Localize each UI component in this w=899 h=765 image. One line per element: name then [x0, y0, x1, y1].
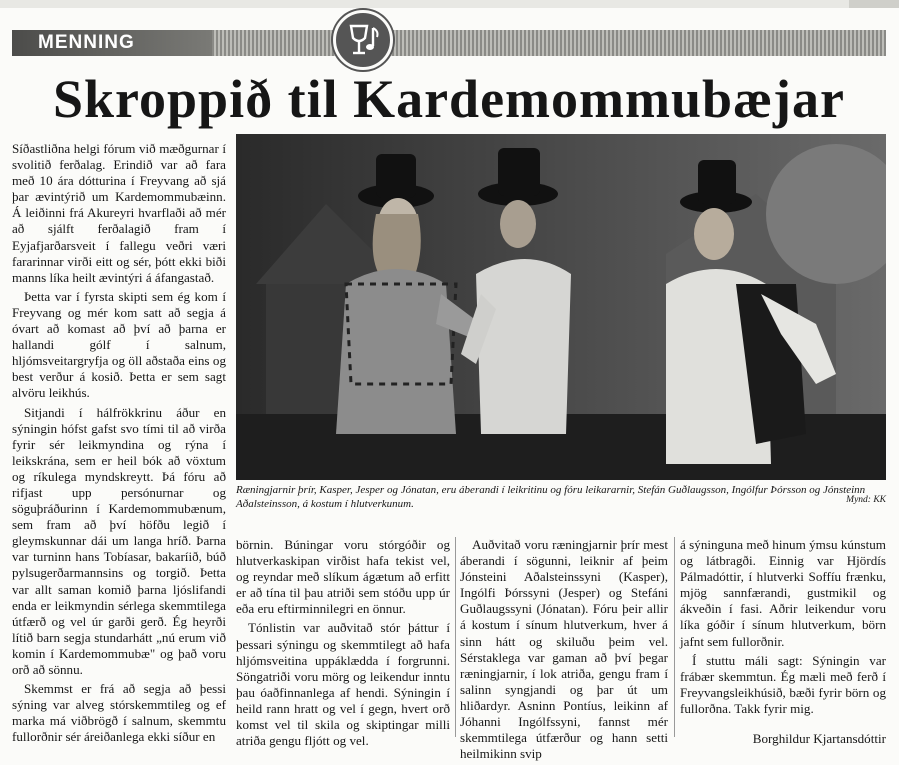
article-column-2	[236, 537, 450, 752]
paragraph: börnin. Búningar voru stórgóðir og hlutverkaskipan virðist hafa tekist vel, og reyndar með slíkum ágætum að erfitt er að tína til þau atriði sem stóðu upp úr eða eru eftirminnilegri en önnur.	[236, 537, 450, 617]
paragraph: Síðastliðna helgi fórum við mæðgurnar í svolitið ferðalag. Erindið var að fara með 10 ára dótturina í Freyvang að sjá þar ævintýrið um Kardemommubæinn. Á leiðinni frá Akureyri hvarflaði að mér að sjálft ferðalagið fram í Eyjafjarðarsveit í fallegu veðri væri fararinnar virði eitt og sér, þótt ekki biði manns líka heilt ævintýri á áfangastað.	[12, 141, 226, 285]
column-divider	[674, 537, 675, 737]
article-column-1	[12, 141, 226, 748]
paragraph: Auðvitað voru ræningjarnir þrír mest áberandi í sögunni, leiknir af þeim Jónsteini Aðalsteinssyni (Kasper), Ingólfi Þórssyni (Jesper) og Stefáni Guðlaugssyni (Jónatan). Fóru þeir allir á kostum í sínum hlutverkum, hver á sinn hátt og skiluðu þeim vel. Sérstaklega var gaman að því þegar ræningjarnir, í lok atriða, gengu fram í salinn syngjandi og þar út um hliðardyr. Asninn Pontíus, leikinn af Jóhanni Ingólfssyni, fannst mér skemmtilega útfærður og hann setti heilmikinn svip	[460, 537, 668, 762]
paragraph: Tónlistin var auðvitað stór þáttur í þessari sýningu og skemmtilegt að hafa hljómsveitina uppáklædda í forgrunni. Söngatriði voru mörg og leikendur inntu þau óaðfinnanlega af hendi. Sýningin í heild rann hratt og vel í gegn, hvert orð komst vel til skila og skiptingar milli atriða gengu fljótt og vel.	[236, 620, 450, 749]
section-banner	[12, 30, 886, 56]
photo-credit: Mynd: KK	[846, 495, 886, 505]
author-signature: Borghildur Kjartansdóttir	[752, 731, 886, 747]
article-column-3	[460, 537, 668, 765]
column-divider	[455, 537, 456, 737]
paragraph: Skemmst er frá að segja að þessi sýning var alveg stórskemmtileg og ef marka má viðbrögð í salnum, skemmtu fullorðnir sér áreiðanlega ekki síður en	[12, 681, 226, 745]
article-column-4	[680, 537, 886, 747]
wine-glass-music-note-icon	[333, 10, 393, 70]
paragraph: á sýninguna með hinum ýmsu kúnstum og látbragði. Einnig var Hjördís Pálmadóttir, í hlutverki Soffíu frænku, mjög sannfærandi, gustmikil og ákveðin í fasi. Aðrir leikendur voru líka góðir í sínum hlutverkum, börn jafnt sem fullorðnir.	[680, 537, 886, 649]
paragraph: Þetta var í fyrsta skipti sem ég kom í Freyvang og mér kom satt að segja á óvart að komast að því að þarna er hallandi gólf í salnum, hljómsveitargryfja og öll aðstaða eins og best verður á kosið. Þetta er sem sagt alvöru leikhús.	[12, 288, 226, 401]
article-photo	[236, 134, 886, 480]
article-headline: Skroppið til Kardemommubæjar	[52, 69, 846, 129]
photo-caption: Ræningjarnir þrír, Kasper, Jesper og Jónatan, eru áberandi í leikritinu og fóru leikararnir, Stefán Guðlaugsson, Ingólfur Þórsson og Jónsteinn Aðalsteinsson, á kostum í hlutverkunum.	[236, 484, 866, 510]
page-top-strip	[0, 0, 899, 8]
paragraph: Í stuttu máli sagt: Sýningin var frábær skemmtun. Ég mæli með ferð í Freyvangsleikhúsið, bæði fyrir börn og fullorðna. Takk fyrir mig.	[680, 652, 886, 716]
paragraph: Sitjandi í hálfrökkrinu áður en sýningin hófst gafst svo tími til að virða fyrir sér leikmyndina og rýna í leikskrána, sem er heil bók að vöxtum og ríkulega myndskreytt. Þá fóru að rifjast upp persónurnar og söguþráðurinn í Kardemommubænum, sem fram að því höfðu legið í gleymskunnar dái um langa hríð. Þarna var turninn hans Tobíasar, bakaríið, búð pylsugerðarmannsins og torgið. Þetta var allt saman komið þarna ljóslifandi enda er leikmyndin sérlega skemmtilega útfærð og vel úr garði gerð. Ég heyrði lítið barn segja stundarhátt „nú erum við komin í Kardemommubæ" og það voru orð að sönnu.	[12, 404, 226, 677]
section-label: MENNING	[12, 30, 212, 56]
